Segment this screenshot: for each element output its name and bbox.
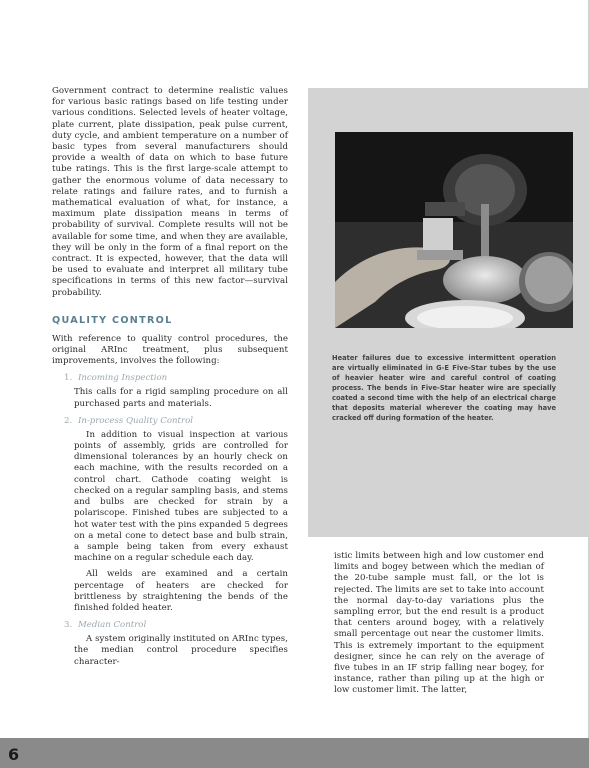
bottom-bar [0,738,589,768]
item-heading [64,416,288,426]
item-heading [64,373,288,383]
right-column [334,551,544,697]
page-number: 6 [8,745,20,764]
item-paragraph: In addition to visual inspection at various points of assembly, grids are controlled for dimensional tolerances by an hourly check on each machine, with the results recorded on a control chart. Cathode coating weight is checked on a regular sampling basis, and stems and bulbs are checked for strain by a polariscope. Finished tubes are subjected to a hot water test with the pins expanded 5 degrees on a metal cone to detect base and bulb strain, a sample being taken from every exhaust machine on a regular schedule each day. [74,429,288,564]
intro-paragraph: Government contract to determine realistic values for various basic ratings based on life testing under various conditions. Selected levels of heater voltage, plate current, plate dissipation, peak pulse current, duty cycle, and ambient temperature on a number of basic types from several manufacturers should provide a wealth of data on which to base future tube ratings. This is the first large-scale attempt to gather the enormous volume of data necessary to relate ratings and failure rates, and to furnish a mathematical evaluation of what, for instance, a maximum plate dissipation means in terms of probability of survival. Complete results will not be available for some time, and when they are available, they will be only in the form of a final report on the contract. It is expected, however, that the data will be used to evaluate and interpret all military tube specifications in terms of this new factor—survival probability. [52,86,288,298]
section-heading: QUALITY CONTROL [52,314,173,326]
caption-panel [308,88,589,537]
left-column [52,86,288,673]
item-number: 2. [64,415,73,426]
tube-heater-photo [335,132,573,328]
item-title: Incoming Inspection [77,373,168,384]
item-body [74,634,288,668]
item-title: Median Control [77,620,147,631]
item-body [74,430,288,614]
photo-illustration [335,132,573,328]
item-number: 1. [64,373,73,384]
item-title: In-process Quality Control [77,415,194,426]
item-paragraph: All welds are examined and a certain percentage of heaters are checked for brittleness by straightening the bends of the finished folded heater. [74,569,288,613]
photo-caption: Heater failures due to excessive intermittent operation are virtually eliminated in G-E Five-Star tubes by the use of heavier heater wire and careful control of coating process. The bends in Five-Star heater wire are specially coated a second time with the help of an electrical charge that deposits material wherever the coating may have cracked off during formation of the heater. [332,354,556,422]
item-paragraph: This calls for a rigid sampling procedure on all purchased parts and materials. [74,387,288,409]
item-body [74,387,288,409]
item-number: 3. [64,620,73,631]
right-column-paragraph: istic limits between high and low customer end limits and bogey between which the median of the 20-tube sample must fall, or the lot is rejected. The limits are set to take into account the normal day-to-day variations plus the sampling error, but the end result is a product that centers around bogey, with a relatively small percentage out near the customer limits. This is extremely important to the equipment designer, since he can rely on the average of five tubes in an IF strip falling near bogey, for instance, rather than piling up at the high or low customer limit. The latter, [334,551,544,696]
item-heading [64,620,288,630]
section-intro: With reference to quality control procedures, the original ARInc treatment, plus subsequent improvements, involves the following: [52,333,288,367]
item-paragraph: A system originally instituted on ARInc types, the median control procedure specifies character- [74,634,288,667]
